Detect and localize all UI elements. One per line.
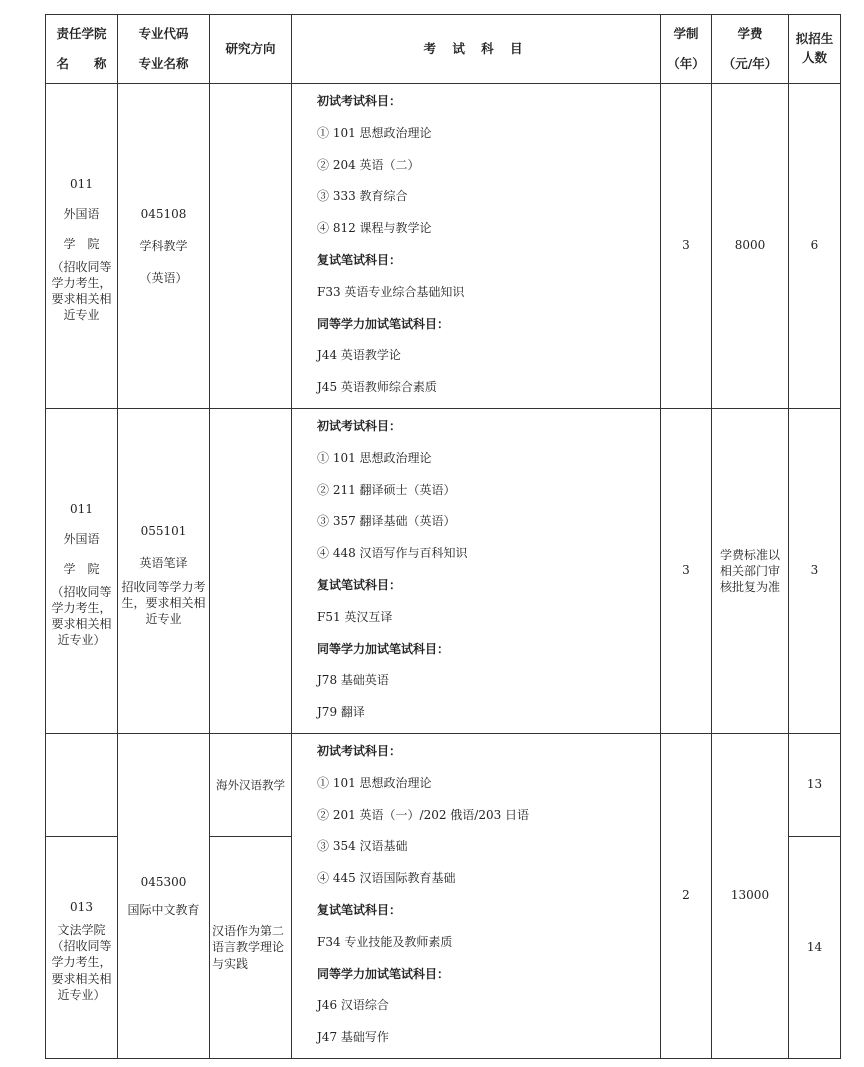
- col-direction-header: 研究方向: [210, 15, 292, 84]
- direction-cell: 汉语作为第二语言教学理论与实践: [210, 837, 292, 1059]
- quota-cell: 14: [789, 837, 841, 1059]
- major-cell: 045108 学科教学 （英语）: [118, 84, 210, 409]
- major-cell: 055101 英语笔译 招收同等学力考生，要求相关相近专业: [118, 408, 210, 733]
- duration-cell: 3: [661, 84, 712, 409]
- col-duration-header: 学制 （年）: [661, 15, 712, 84]
- fee-cell: 学费标准以相关部门审核批复为准: [712, 408, 789, 733]
- college-cell: 011 外国语 学 院 （招收同等学力考生，要求相关相近专业）: [46, 408, 118, 733]
- college-cell: 011 外国语 学 院 （招收同等学力考生，要求相关相近专业: [46, 84, 118, 409]
- col-fee-header: 学费 （元/年）: [712, 15, 789, 84]
- major-cell: 045300 国际中文教育: [118, 733, 210, 1058]
- table-row: [46, 408, 841, 733]
- exam-subjects-cell: 初试考试科目： ① 101 思想政治理论 ② 201 英语（一）/202 俄语/203 日语 ③ 354 汉语基础 ④ 445 汉语国际教育基础 复试笔试科目： F34 专业技能及教师素质 同等学力加试笔试科目： J46 汉语综合 J47 基础写作: [292, 733, 661, 1058]
- duration-cell: 2: [661, 733, 712, 1058]
- table-row: [46, 84, 841, 409]
- fee-cell: 8000: [712, 84, 789, 409]
- col-college-header: 责任学院 名 称: [46, 15, 118, 84]
- direction-cell: [210, 84, 292, 409]
- exam-subjects-cell: 初试考试科目： ① 101 思想政治理论 ② 204 英语（二） ③ 333 教育综合 ④ 812 课程与教学论 复试笔试科目： F33 英语专业综合基础知识 同等学力加试笔试科目： J44 英语教学论 J45 英语教师综合素质: [292, 84, 661, 409]
- direction-cell: [210, 408, 292, 733]
- admissions-table: [45, 14, 841, 1059]
- fee-cell: 13000: [712, 733, 789, 1058]
- table-row: [46, 733, 841, 836]
- quota-cell: 6: [789, 84, 841, 409]
- col-major-header: 专业代码 专业名称: [118, 15, 210, 84]
- table-header-row: [46, 15, 841, 84]
- quota-cell: 13: [789, 733, 841, 836]
- college-cell-blank: [46, 733, 118, 836]
- col-exam-header: 考 试 科 目: [292, 15, 661, 84]
- exam-subjects-cell: 初试考试科目： ① 101 思想政治理论 ② 211 翻译硕士（英语） ③ 357 翻译基础（英语） ④ 448 汉语写作与百科知识 复试笔试科目： F51 英汉互译 同等学力加试笔试科目： J78 基础英语 J79 翻译: [292, 408, 661, 733]
- direction-cell: 海外汉语教学: [210, 733, 292, 836]
- quota-cell: 3: [789, 408, 841, 733]
- college-cell: 013 文法学院 （招收同等学力考生，要求相关相近专业）: [46, 837, 118, 1059]
- col-quota-header: 拟招生 人数: [789, 15, 841, 84]
- duration-cell: 3: [661, 408, 712, 733]
